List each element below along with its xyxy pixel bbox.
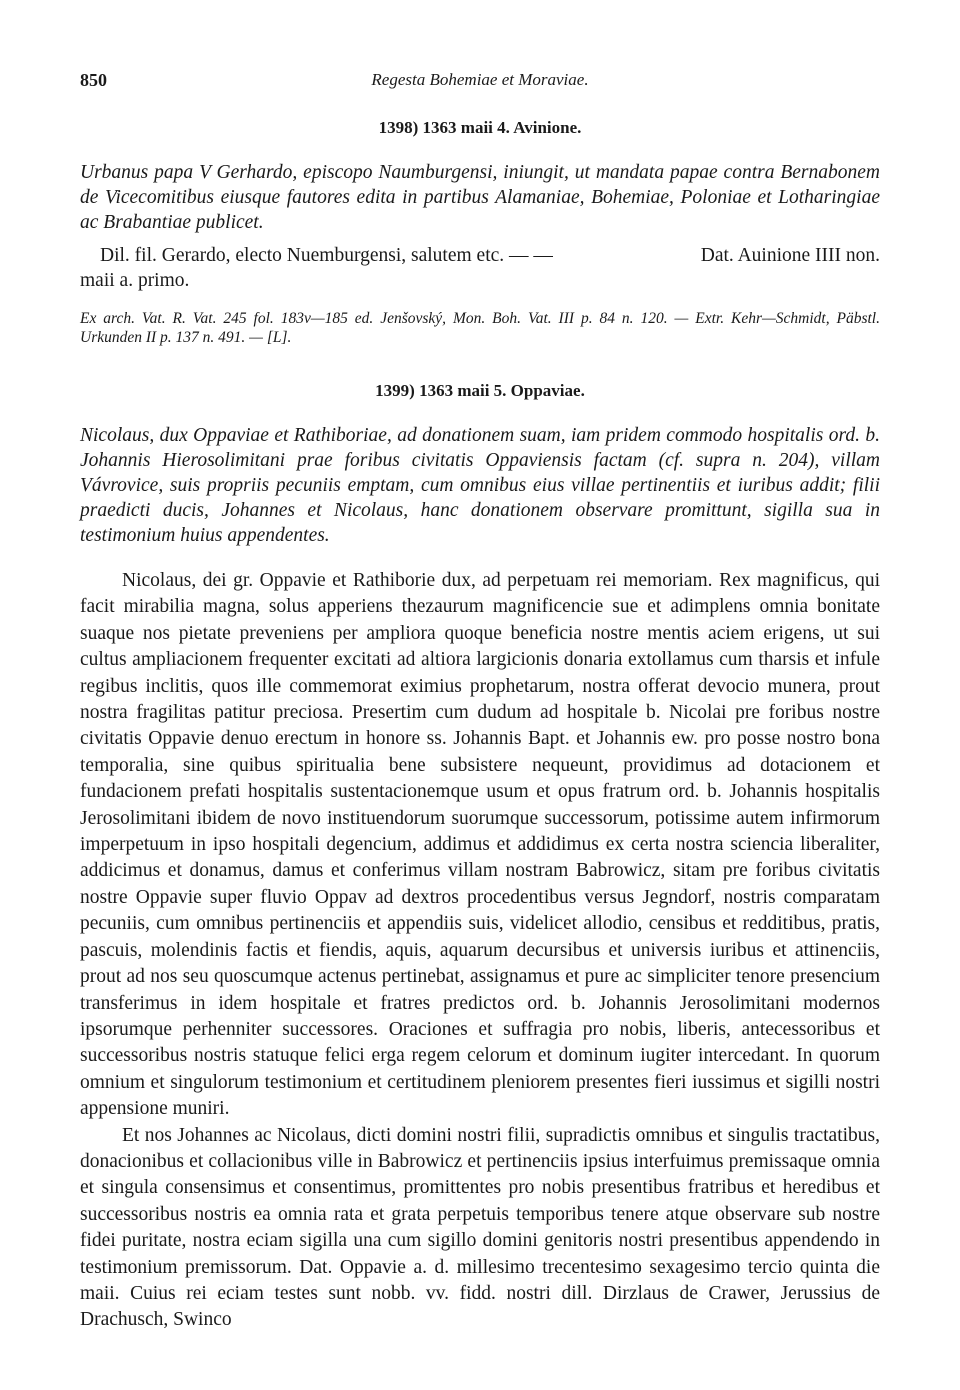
running-title: Regesta Bohemiae et Moraviae. <box>371 70 589 89</box>
charter-text-paragraph: Et nos Johannes ac Nicolaus, dicti domini nostri filii, supradictis omnibus et singulis tractatibus, donacionibus et collacionibus ville in Babrowicz et pertinenciis ipsius interfuimus premissaque omnia et singula consensimus et consentimus, promittentes pro nobis presentibus fratribus et heredibus et successoribus nostris ea omnia rata et grata perpetuis temporibus tenere atque observare sub nostre fidei puritate, nostra eciam sigilla una cum sigillo domini genitoris nostri presentibus appendendo in testimonium premissorum. Dat. Oppavie a. d. millesimo trecentesimo sexagesimo tercio quinta die maii. Cuius rei eciam testes sunt nobb. vv. fidd. nostri dill. Dirzlaus de Crawer, Jerussius de Drachusch, Swinco <box>80 1124 880 1331</box>
address-salutation: Dil. fil. Gerardo, electo Nuemburgensi, salutem etc. — — <box>100 245 553 266</box>
running-head <box>80 70 880 100</box>
document-page <box>80 70 880 1334</box>
entry-heading: 1399) 1363 maii 5. Oppaviae. <box>375 381 585 400</box>
entry-1398 <box>80 118 880 347</box>
entry-1399 <box>80 381 880 1334</box>
entry-address <box>80 243 880 293</box>
entry-summary: Nicolaus, dux Oppaviae et Rathiboriae, ad donationem suam, iam pridem commodo hospitalis ord. b. Johannis Hierosolimitani prae foribus civitatis Oppaviensis factam (cf. supra n. 204), villam Vávrovice, suis propriis pecuniis emptam, cum omnibus eius villae pertinentiis et iuribus addit; filii praedicti ducis, Johannes et Nicolaus, hanc donationem observare promittunt, sigilla sua in testimonium huius appendentes. <box>80 425 880 546</box>
address-date: Dat. Auinione IIII non. <box>700 245 880 266</box>
entry-heading: 1398) 1363 maii 4. Avinione. <box>378 118 582 137</box>
address-date-continued: maii a. primo. <box>80 270 190 291</box>
page-number: 850 <box>80 70 107 90</box>
entry-summary: Urbanus papa V Gerhardo, episcopo Naumburgensi, iniungit, ut mandata papae contra Bernabonem de Vicecomitibus eiusque fautores edita in partibus Alamaniae, Bohemiae, Poloniae et Lotharingiae ac Brabantiae publicet. <box>80 162 880 233</box>
charter-text-paragraph: Nicolaus, dei gr. Oppavie et Rathiborie dux, ad perpetuam rei memoriam. Rex magnificus, qui facit mirabilia magna, solus apperiens thezaurum magnificencie sue et adimplens omnia bonitate suaque nos pietate preveniens per ampliora quoque beneficia nostre mentis aciem erigens, ut sui cultus ampliacionem frequenter excitati ad altiora largicionis donaria extollamus cum tharsis et infule regibus inclitis, quos ille commemorat eximius prophetarum, nostra offerat devocio munera, prout nostra fragilitas patitur preciosa. Presertim cum dudum ad hospitale b. Nicolai pre foribus nostre civitatis Oppavie denuo erectum in honore ss. Johannis Bapt. et Johannis ew. pro posse nostro bona temporalia, sine quibus spiritualia bene subsistere nequeunt, providimus ad dotacionem et fundacionem prefati hospitalis sustentacionemque usum et opus fratrum ord. b. Johannis hospitalis Jerosolimitani ibidem de novo instituendorum suorumque successorum, potissime autem infirmorum imperpetuum in ipso hospitali degencium, addimus et addidimus ex certa nostra sciencia liberaliter, addicimus et donamus, damus et conferimus villam nostram Babrowicz, sitam pre foribus civitatis nostre Oppavie super fluvio Oppav ad dextros procedentibus versus Jegndorf, nostris comparatam pecuniis, cum omnibus pertinenciis et appendiis suis, videlicet allodio, censibus et redditibus, pratis, pascuis, molendinis factis et fiendis, aquis, aquarum decursibus et universis iuribus et attinenciis, prout ad nos seu quoscumque actenus pertinebat, assignamus et pure ac simpliciter tenore presencium transferimus in idem hospitale et fratres predictos ord. b. Johannis Jerosolimitani modernos ipsorumque perhenniter successores. Oraciones et suffragia pro nobis, liberis, antecessoribus et successoribus nostris statuque felici erga regem celorum et dominum iugiter intercedant. In quorum omnium et singulorum testimonium et certitudinem pleniorem presentes fieri iussimus et sigilli nostri appensione muniri. <box>80 570 880 1120</box>
source-note: Ex arch. Vat. R. Vat. 245 fol. 183v—185 ed. Jenšovský, Mon. Boh. Vat. III p. 84 n. 120. — Extr. Kehr—Schmidt, Päbstl. Urkunden II p. 137 n. 491. — [L]. <box>80 310 880 346</box>
